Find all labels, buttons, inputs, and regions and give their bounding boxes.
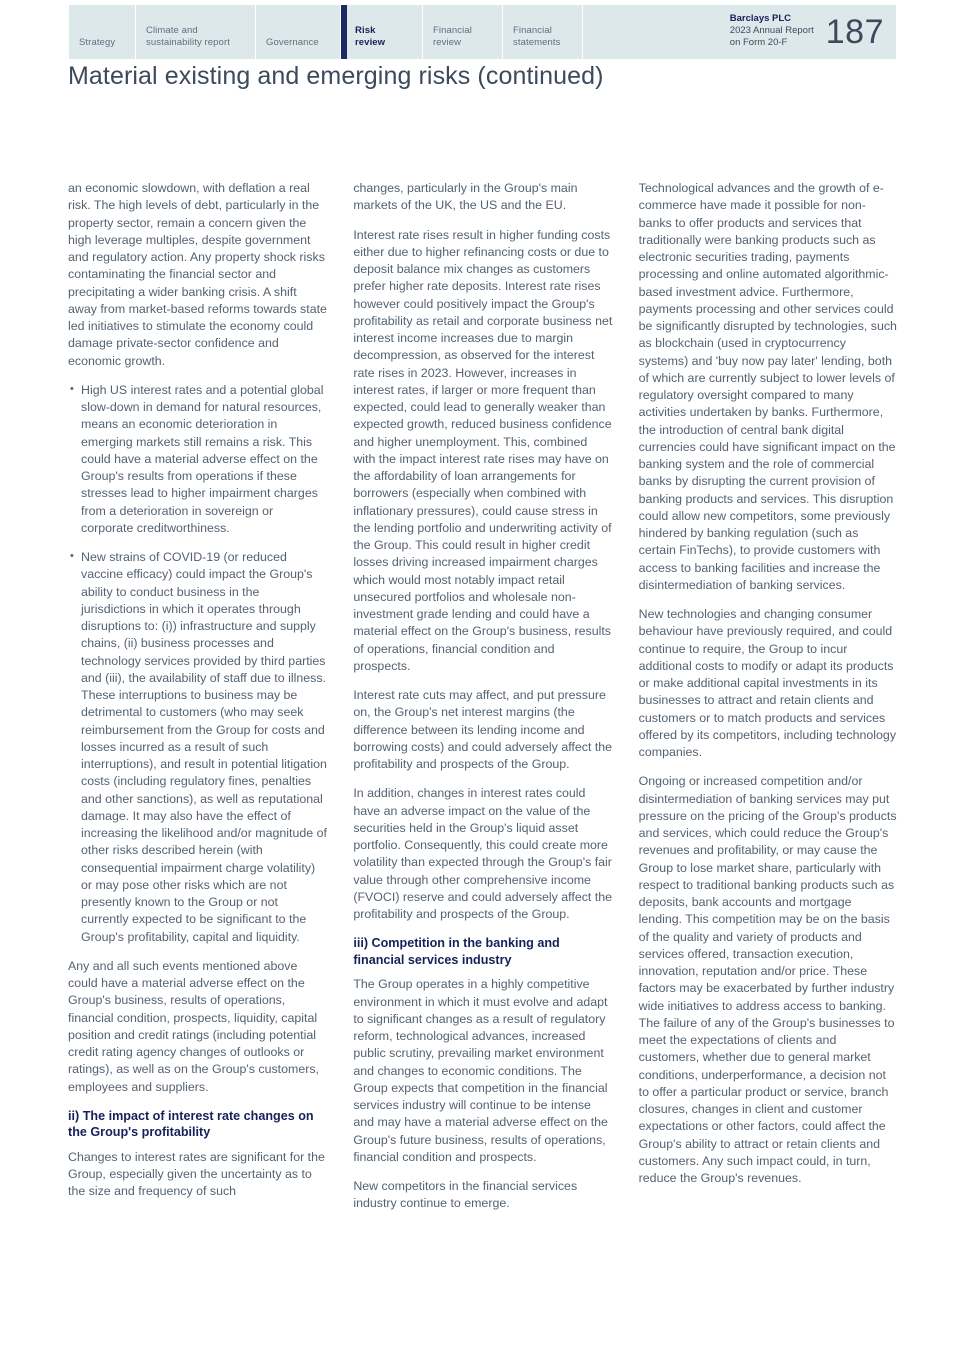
nav-tab-financial-review-label-line1: Financial (433, 25, 472, 36)
paragraph: Technological advances and the growth of e-commerce have made it possible for non-banks to offer products and services that traditionally were banking products such as electronic securities trading, payments processing and online automated algorithmic-based investment advice. Furthermore, payments processing and other services could be significantly disrupted by technologies, such as blockchain (used in cryptocurrency systems) and 'buy now pay later' lending, both of which are currently subject to lower levels of regulatory oversight compared to many activities undertaken by banks. Furthermore, the introduction of central bank digital currencies could have significant impact on the banking system and the role of commercial banks by disrupting the current provision of banking products and services. This disruption could allow new competitors, some previously hindered by banking regulation (such as certain FinTechs), to provide customers with access to banking facilities and increase the disintermediation of banking services. (638, 181, 897, 592)
brand-name: Barclays PLC (729, 13, 792, 24)
report-title-line2: on Form 20-F (729, 37, 788, 48)
nav-tab-climate-label-line2: sustainability report (146, 36, 230, 48)
nav-tab-financial-statements[interactable] (503, 5, 583, 59)
section-nav-bar (68, 5, 896, 59)
paragraph: In addition, changes in interest rates could have an adverse impact on the value of the securities held in the Group's liquid asset portfolio. Consequently, this could create more volatility than expected through the Group's fair value through other comprehensive income (FVOCI) reserve and could adversely affect the profitability and prospects of the Group. (353, 786, 613, 921)
nav-tab-strategy-label: Strategy (79, 36, 116, 48)
text-column-3 (639, 180, 898, 1225)
list-item: • New strains of COVID-19 (or reduced vaccine efficacy) could impact the Group's ability to conduct business in the jurisdictions in which it operates through disruptions to: (i)) infrastructure and supply chains, (ii) business processes and technology services provided by third parties and (iii), the availability of staff due to illness. These interruptions to business may be detrimental to customers (who may seek reimbursement from the Group for costs and losses incurred as a result of such interruptions), and result in potential litigation costs (including regulatory fines, penalties and other sanctions), as well as reputational damage. It may also have the effect of increasing the likelihood and/or magnitude of other risks described herein (with consequential impairment charge volatility) or may pose other risks which are not presently known to the Group or not currently expected to be significant to the Group's profitability, capital and liquidity. (68, 549, 327, 946)
nav-tab-risk-review[interactable] (341, 5, 423, 59)
paragraph: Interest rate cuts may affect, and put pressure on, the Group's net interest margins (the difference between its lending income and borrowing costs) and could adversely affect the profitability and prospects of the Group. (353, 688, 613, 771)
nav-tab-climate-and-sustainability-report[interactable] (136, 5, 256, 59)
nav-tab-strategy[interactable] (68, 5, 136, 59)
section-heading-iii: iii) Competition in the banking and financial services industry (353, 936, 560, 967)
report-title-line1: 2023 Annual Report (729, 25, 814, 36)
nav-tab-climate-label-line1: Climate and (146, 25, 198, 36)
report-identifier (730, 5, 896, 59)
paragraph: New competitors in the financial services industry continue to emerge. (353, 1179, 578, 1211)
nav-spacer (583, 5, 730, 59)
nav-tab-financial-statements-label-line2: statements (513, 36, 561, 48)
nav-tab-governance[interactable] (256, 5, 341, 59)
nav-tab-risk-review-label-line1: Risk (355, 25, 376, 36)
paragraph: New technologies and changing consumer behaviour have previously required, and could continue to require, the Group to incur additional costs to modify or adapt its products or make additional capital investments in its businesses to attract and retain clients and customers or to match products and services offered by its competitors, including technology companies. (638, 607, 897, 759)
nav-tab-financial-review-label-line2: review (433, 36, 462, 48)
text-column-2 (353, 180, 612, 1225)
body-columns (68, 180, 898, 1225)
list-item: • High US interest rates and a potential global slow-down in demand for natural resources, means an economic deterioration in emerging markets still remains a risk. This could have a material adverse effect on the Group's results from operations if these stresses lead to higher impairment charges from a deterioration in sovereign or corporate creditworthiness. (68, 382, 327, 537)
page-number: 187 (825, 13, 884, 51)
paragraph: Changes to interest rates are significant for the Group, especially given the uncertainty as to the size and frequency of such (68, 1149, 325, 1199)
nav-tab-financial-statements-label-line1: Financial (513, 25, 552, 36)
paragraph: Any and all such events mentioned above could have a material adverse effect on the Group's business, results of operations, financial condition, prospects, liquidity, capital position and credit ratings (including potential credit rating agency changes of outlooks or ratings), as well as on the Group's customers, employees and suppliers. (68, 958, 319, 1094)
paragraph: Interest rate rises result in higher funding costs either due to higher refinancing costs or due to deposit balance mix changes as customers prefer higher rate deposits. Interest rate rises however could positively impact the Group's profitability as retail and corporate business net interest income increases due to margin decompression, as observed for the interest rate rises in 2023. However, increases in interest rates, if larger or more frequent than expected, could lead to generally weaker than expected growth, reduced business confidence and higher unemployment. This, combined with the impact interest rate rises may have on the affordability of loan arrangements for borrowers (especially when combined with inflationary pressures), could cause stress in the lending portfolio and underwriting activity of the Group. This could result in higher credit losses driving increased impairment charges which would most notably impact retail unsecured portfolios and wholesale non-investment grade lending and could have a material effect on the Group's business, results of operations, financial condition and prospects. (353, 227, 613, 673)
paragraph: an economic slowdown, with deflation a real risk. The high levels of debt, particularly in the property sector, remain a concern given the high leverage multiples, despite government and regulatory action. Any property shock risks contaminating the financial sector and precipitating a wider banking crisis. A shift away from market-based reforms towards state led initiatives to stimulate the economy could damage private-sector confidence and economic growth. (68, 181, 327, 368)
page-title: Material existing and emerging risks (continued) (68, 62, 604, 90)
risk-bullet-list (68, 382, 327, 946)
nav-tab-governance-label: Governance (266, 36, 319, 48)
paragraph: The Group operates in a highly competitive environment in which it must evolve and adapt to significant changes as a result of regulatory reform, technological advances, increased public scrutiny, prevailing market environment and changes to economic conditions. The Group expects that competition in the financial services industry will continue to be intense and may have a material adverse effect on the Group's future business, results of operations, financial condition and prospects. (353, 977, 608, 1164)
text-column-1 (68, 180, 327, 1225)
section-heading-ii: ii) The impact of interest rate changes on the Group's profitability (68, 1108, 314, 1140)
nav-tab-financial-review[interactable] (423, 5, 503, 59)
nav-tab-risk-review-label-line2: review (355, 36, 386, 48)
paragraph: changes, particularly in the Group's main markets of the UK, the US and the EU. (353, 181, 578, 213)
paragraph: Ongoing or increased competition and/or disintermediation of banking services may put pressure on the pricing of the Group's products and services, which could reduce the Group's revenues and profitability, or may cause the Group to lose market share, particularly with respect to traditional banking products such as deposits, bank accounts and mortgage lending. This competition may be on the basis of the quality and variety of products and services offered, transaction execution, innovation, reputation and/or price. These factors may be exacerbated by further industry wide initiatives to address access to banking. The failure of any of the Group's businesses to meet the expectations of clients and customers, whether due to general market conditions, underperformance, a decision not to offer a particular product or service, branch closures, changes in client and customer expectations or other factors, could affect the Group's ability to attract or retain clients and customers. Any such impact could, in turn, reduce the Group's revenues. (638, 774, 897, 1185)
